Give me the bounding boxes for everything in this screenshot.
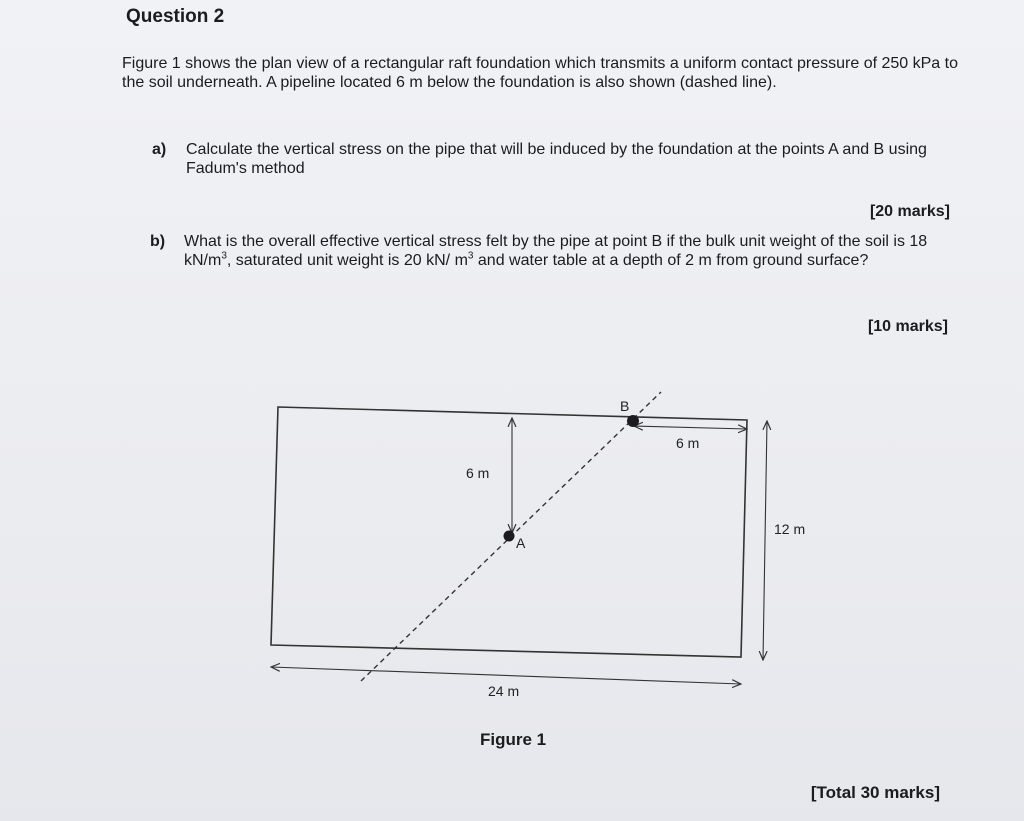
part-b-label: b)	[150, 233, 166, 250]
dim-a-offset-label: 6 m	[466, 465, 490, 481]
part-b-text-3: and water table at a depth of 2 m from ground surface?	[473, 252, 869, 269]
point-b-label: B	[620, 398, 630, 414]
dim-width-label: 24 m	[488, 683, 520, 699]
part-a-marks: [20 marks]	[869, 203, 950, 220]
dim-b-offset-label: 6 m	[676, 435, 700, 451]
part-b-sup-1: 3	[221, 250, 227, 262]
question-intro: Figure 1 shows the plan view of a rectangular raft foundation which transmits a uniform contact pressure of 250 kPa to the soil underneath. A pipeline located 6 m below the foundation is also shown (dashed line).	[122, 55, 958, 91]
dim-width-arrow	[271, 667, 741, 684]
part-a-text: Calculate the vertical stress on the pipe that will be induced by the foundation at the points A and B using Fadum's method	[186, 141, 927, 177]
point-a-marker	[504, 531, 515, 542]
dim-b-offset-arrow	[634, 426, 747, 429]
question-title: Question 2	[126, 6, 225, 27]
point-a-label: A	[516, 535, 526, 551]
total-marks: [Total 30 marks]	[810, 783, 940, 802]
part-b-sup-2: 3	[467, 250, 474, 262]
dim-height-arrow	[763, 421, 767, 660]
part-b-marks: [10 marks]	[867, 318, 948, 335]
part-a-label: a)	[152, 141, 167, 158]
part-b-text-2: , saturated unit weight is 20 kN/ m	[226, 252, 468, 269]
part-b-text-1: What is the overall effective vertical stress felt by the pipe at point B if the bulk unit weight of the soil is 18 kN/m	[184, 233, 928, 269]
point-b-marker	[627, 415, 639, 427]
dim-height-label: 12 m	[774, 521, 806, 537]
figure-caption: Figure 1	[480, 730, 547, 749]
